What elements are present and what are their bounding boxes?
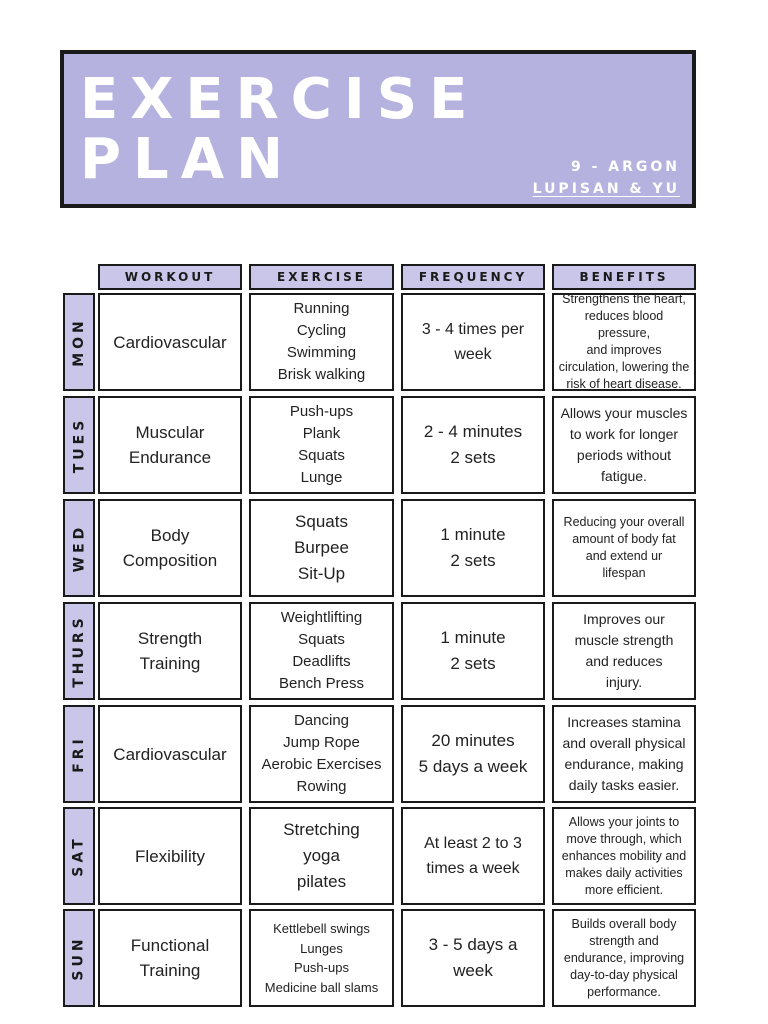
frequency-cell: [401, 807, 545, 905]
frequency-cell: [401, 499, 545, 597]
benefits-text: Improves our muscle strength and reduces injury.: [574, 611, 674, 690]
exercise-item: Weightlifting: [280, 609, 363, 626]
workout-text: Strength Training: [137, 629, 203, 673]
column-header-benefits: BENEFITS: [552, 264, 696, 290]
day-tab-sun: [63, 909, 95, 1007]
exercise-item: pilates: [296, 872, 347, 891]
workout-text: Body Composition: [122, 526, 218, 570]
day-tab-fri: [63, 705, 95, 803]
exercise-item: Push-ups: [289, 403, 354, 420]
frequency-text: 1 minute 2 sets: [440, 628, 506, 673]
exercise-item: Kettlebell swings: [273, 921, 370, 936]
exercise-cell: [249, 909, 394, 1007]
exercise-item: Bench Press: [278, 675, 365, 692]
exercise-cell: [249, 602, 394, 700]
frequency-cell: [401, 602, 545, 700]
workout-cell: [98, 396, 242, 494]
exercise-item: Plank: [302, 425, 341, 442]
workout-cell: [98, 293, 242, 391]
section-label: 9 - ARGON: [570, 159, 680, 175]
workout-cell: [98, 602, 242, 700]
workout-cell: [98, 499, 242, 597]
exercise-cell: [249, 293, 394, 391]
day-label: SAT: [71, 835, 88, 877]
exercise-cell: [249, 705, 394, 803]
workout-cell: [98, 807, 242, 905]
exercise-cell: [249, 807, 394, 905]
page-title: [80, 67, 480, 192]
workout-cell: [98, 909, 242, 1007]
benefits-cell: [552, 293, 696, 391]
day-label: MON: [71, 317, 87, 367]
workout-text: Cardiovascular: [113, 744, 227, 764]
benefits-cell: [552, 602, 696, 700]
exercise-item: Brisk walking: [277, 366, 366, 383]
exercise-item: Burpee: [294, 538, 349, 557]
workout-text: Flexibility: [135, 846, 205, 866]
benefits-text: Allows your muscles to work for longer periods without fatigue.: [560, 405, 688, 484]
frequency-text: 20 minutes 5 days a week: [418, 731, 528, 776]
benefits-text: Reducing your overall amount of body fat and extend ur lifespan: [563, 515, 685, 580]
workout-text: Muscular Endurance: [128, 423, 212, 467]
benefits-text: Increases stamina and overall physical endurance, making daily tasks easier.: [562, 714, 686, 793]
frequency-text: At least 2 to 3 times a week: [424, 835, 522, 877]
exercise-item: Squats: [298, 447, 345, 464]
workout-cell: [98, 705, 242, 803]
exercise-item: Cycling: [296, 322, 347, 339]
exercise-item: Aerobic Exercises: [261, 756, 382, 773]
day-label: WED: [71, 523, 88, 573]
exercise-cell: [249, 499, 394, 597]
day-tab-thurs: [63, 602, 95, 700]
frequency-cell: [401, 705, 545, 803]
header-banner: [60, 50, 696, 208]
exercise-cell: [249, 396, 394, 494]
workout-text: Cardiovascular: [113, 332, 227, 352]
exercise-item: Stretching: [283, 820, 360, 839]
exercise-item: Rowing: [296, 778, 347, 795]
day-tab-sat: [63, 807, 95, 905]
exercise-item: Push-ups: [294, 960, 349, 975]
day-label: SUN: [71, 935, 88, 981]
exercise-item: Lunge: [300, 469, 343, 486]
frequency-cell: [401, 293, 545, 391]
exercise-item: Running: [293, 300, 350, 317]
frequency-cell: [401, 396, 545, 494]
benefits-text: Allows your joints to move through, which enhances mobility and makes daily activities more efficient.: [561, 814, 687, 897]
frequency-cell: [401, 909, 545, 1007]
column-header-exercise: EXERCISE: [249, 264, 394, 290]
benefits-cell: [552, 396, 696, 494]
exercise-item: Swimming: [286, 344, 357, 361]
frequency-text: 3 - 4 times per week: [421, 321, 525, 363]
workout-text: Functional Training: [130, 936, 210, 980]
benefits-cell: [552, 807, 696, 905]
benefits-text: Builds overall body strength and endurance, improving day-to-day physical performance.: [563, 916, 685, 999]
exercise-item: Squats: [295, 512, 348, 531]
exercise-item: Sit-Up: [297, 564, 346, 583]
day-tab-tues: [63, 396, 95, 494]
day-label: THURS: [71, 614, 87, 688]
benefits-cell: [552, 705, 696, 803]
exercise-item: Jump Rope: [283, 734, 360, 751]
column-header-frequency: FREQUENCY: [401, 264, 545, 290]
benefits-cell: [552, 909, 696, 1007]
authors-label: LUPISAN & YU: [532, 181, 680, 197]
title-line-2: PLAN: [80, 127, 295, 192]
benefits-cell: [552, 499, 696, 597]
day-label: FRI: [71, 735, 87, 773]
frequency-text: 2 - 4 minutes 2 sets: [423, 422, 523, 467]
day-label: TUES: [71, 416, 88, 474]
exercise-item: Squats: [298, 631, 345, 648]
frequency-text: 3 - 5 days a week: [428, 935, 518, 980]
exercise-item: Deadlifts: [292, 653, 351, 670]
exercise-item: Lunges: [300, 940, 343, 956]
title-line-1: EXERCISE: [80, 67, 480, 132]
column-header-workout: WORKOUT: [98, 264, 242, 290]
exercise-item: Medicine ball slams: [264, 979, 379, 995]
day-tab-mon: [63, 293, 95, 391]
exercise-item: yoga: [303, 846, 340, 865]
benefits-text: Strengthens the heart, reduces blood pressure, and improves circulation, lowering the risk of heart disease.: [558, 292, 690, 391]
day-tab-wed: [63, 499, 95, 597]
frequency-text: 1 minute 2 sets: [440, 525, 506, 570]
subtitle: [533, 156, 680, 200]
exercise-item: Dancing: [293, 712, 350, 729]
